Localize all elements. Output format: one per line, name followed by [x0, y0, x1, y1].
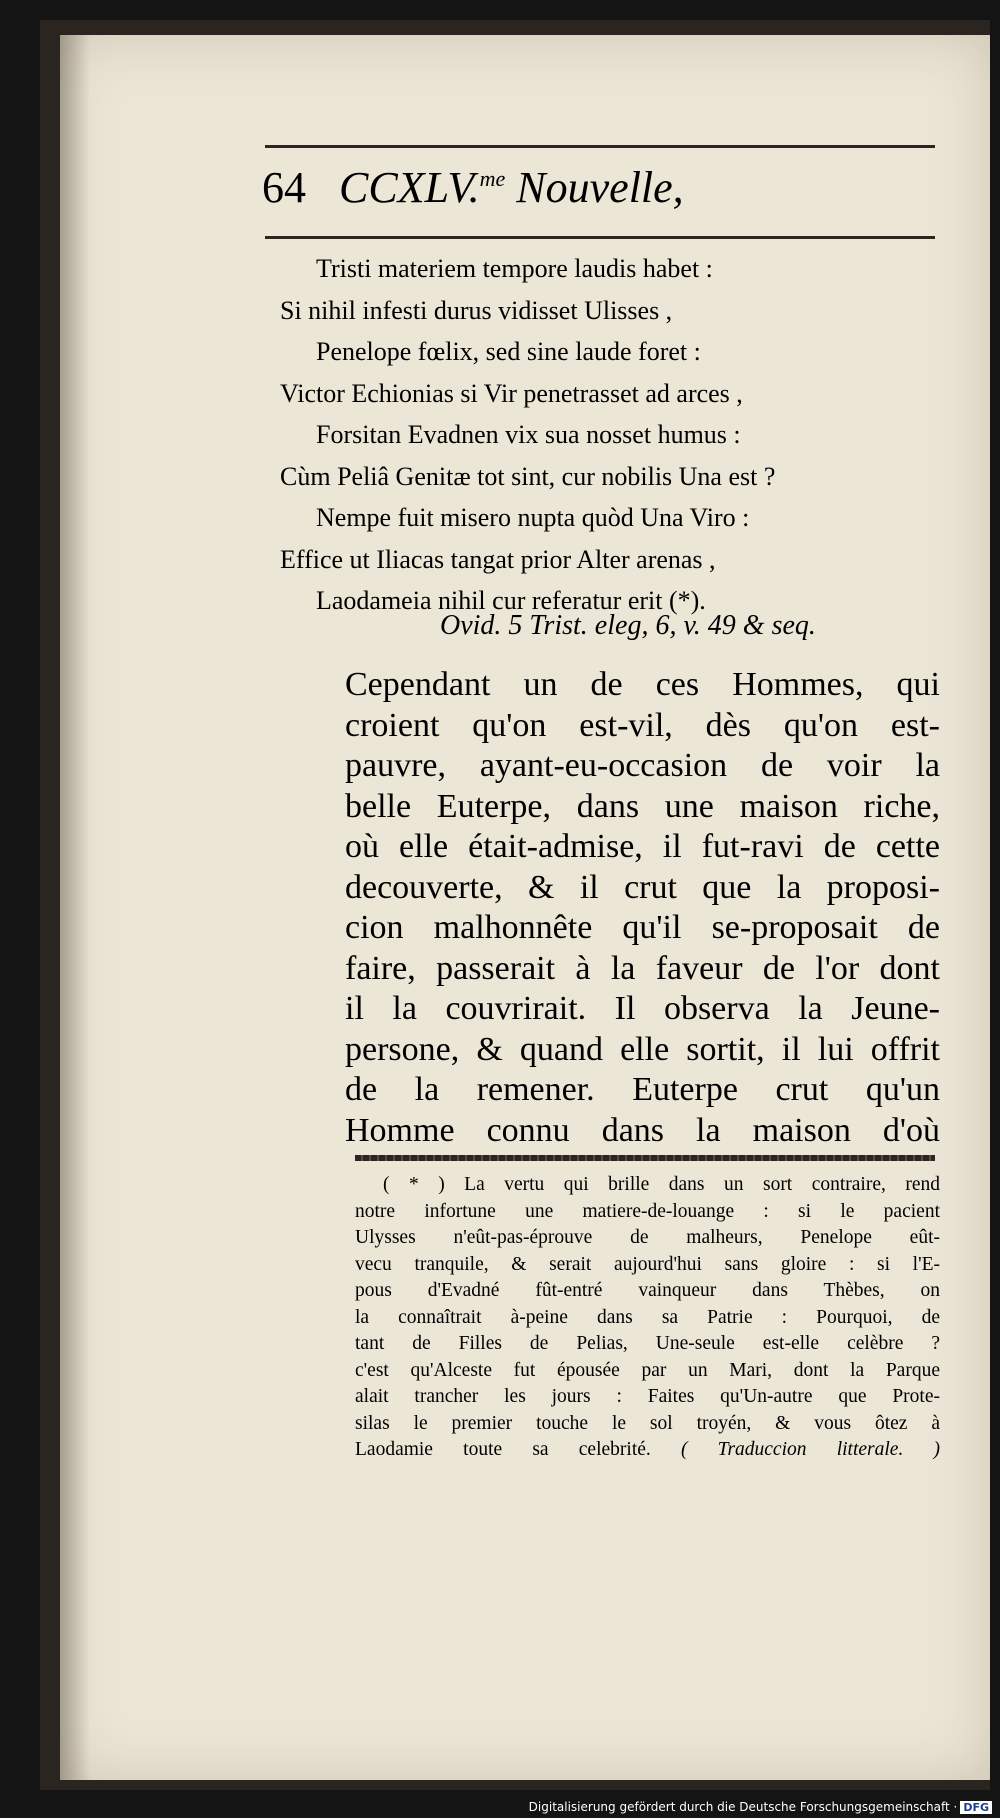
verse-line: Victor Echionias si Vir penetrasset ad arces ,: [280, 378, 743, 408]
verse-line: Laodameia nihil cur referatur erit (*).: [316, 586, 706, 615]
verse-line: Tristi materiem tempore laudis habet :: [316, 254, 713, 283]
prose-line: il la couvrirait. Il observa la Jeune-: [345, 990, 940, 1027]
footnote-rule: [355, 1155, 935, 1161]
footnote-last-text: Laodamie toute sa celebrité.: [355, 1439, 651, 1460]
prose-line: pauvre, ayant-eu-occasion de voir la: [345, 747, 940, 784]
verse-line: Penelope fœlix, sed sine laude foret :: [316, 337, 701, 366]
prose-line: cion malhonnête qu'il se-proposait de: [345, 909, 940, 946]
footnote-line: ( * ) La vertu qui brille dans un sort contraire, rend: [383, 1174, 940, 1195]
credit-text: Digitalisierung gefördert durch die Deutsche Forschungsgemeinschaft ·: [528, 1800, 958, 1814]
body-paragraph: [345, 665, 940, 1151]
verse-line: Si nihil infesti durus vidisset Ulisses ,: [280, 295, 673, 325]
prose-line: persone, & quand elle sortit, il lui offrit: [345, 1030, 940, 1068]
footnote-last-line: [355, 1437, 940, 1464]
prose-line: belle Euterpe, dans une maison riche,: [345, 787, 940, 825]
dfg-logo: DFG: [960, 1801, 992, 1814]
footnote-line: la connaîtrait à-peine dans sa Patrie : Pourquoi, de: [355, 1306, 940, 1328]
translation-note: ( Traduccion litterale. ): [680, 1439, 941, 1460]
footnote-line: silas le premier touche le sol troyén, & vous ôtez à: [355, 1412, 940, 1434]
footnote-line: Ulysses n'eût-pas-éprouve de malheurs, Penelope eût-: [355, 1227, 940, 1248]
footnote-line: notre infortune une matiere-de-louange : si le pacient: [355, 1200, 940, 1222]
footnote-line: tant de Filles de Pelias, Une-seule est-elle celèbre ?: [355, 1333, 940, 1354]
running-title-sup: me: [479, 166, 506, 191]
running-title: CCXLV.: [339, 163, 480, 212]
footnote-line: c'est qu'Alceste fut épousée par un Mari, dont la Parque: [355, 1359, 940, 1381]
running-title-rest: Nouvelle,: [516, 163, 684, 212]
verse-citation: Ovid. 5 Trist. eleg, 6, v. 49 & seq.: [440, 610, 816, 641]
running-header: [262, 162, 942, 232]
verse-line: Cùm Peliâ Genitæ tot sint, cur nobilis Una est ?: [280, 461, 776, 491]
prose-line: de la remener. Euterpe crut qu'un: [345, 1071, 940, 1108]
page-gutter-shadow: [60, 35, 90, 1780]
prose-line: où elle était-admise, il fut-ravi de cette: [345, 828, 940, 865]
prose-line: faire, passerait à la faveur de l'or dont: [345, 949, 940, 987]
verse-line: Forsitan Evadnen vix sua nosset humus :: [316, 420, 741, 449]
prose-line: Homme connu dans la maison d'où: [345, 1111, 940, 1149]
prose-line: Cependant un de ces Hommes, qui: [345, 666, 940, 703]
digitization-credit: [529, 1800, 992, 1814]
footnote-line: pous d'Evadné fût-entré vainqueur dans Thèbes, on: [355, 1280, 940, 1301]
verse-line: Effice ut Iliacas tangat prior Alter arenas ,: [280, 544, 716, 574]
footnote: [355, 1172, 940, 1464]
latin-verse: [280, 248, 950, 622]
page-number: 64: [262, 163, 306, 212]
footnote-line: alait trancher les jours : Faites qu'Un-autre que Prote-: [355, 1386, 940, 1407]
prose-line: decouverte, & il crut que la proposi-: [345, 868, 940, 906]
verse-line: Nempe fuit misero nupta quòd Una Viro :: [316, 503, 750, 532]
footnote-line: vecu tranquile, & serait aujourd'hui sans gloire : si l'E-: [355, 1253, 940, 1275]
prose-line: croient qu'on est-vil, dès qu'on est-: [345, 706, 940, 744]
header-rule-bottom: [265, 236, 935, 239]
header-rule-top: [265, 145, 935, 148]
